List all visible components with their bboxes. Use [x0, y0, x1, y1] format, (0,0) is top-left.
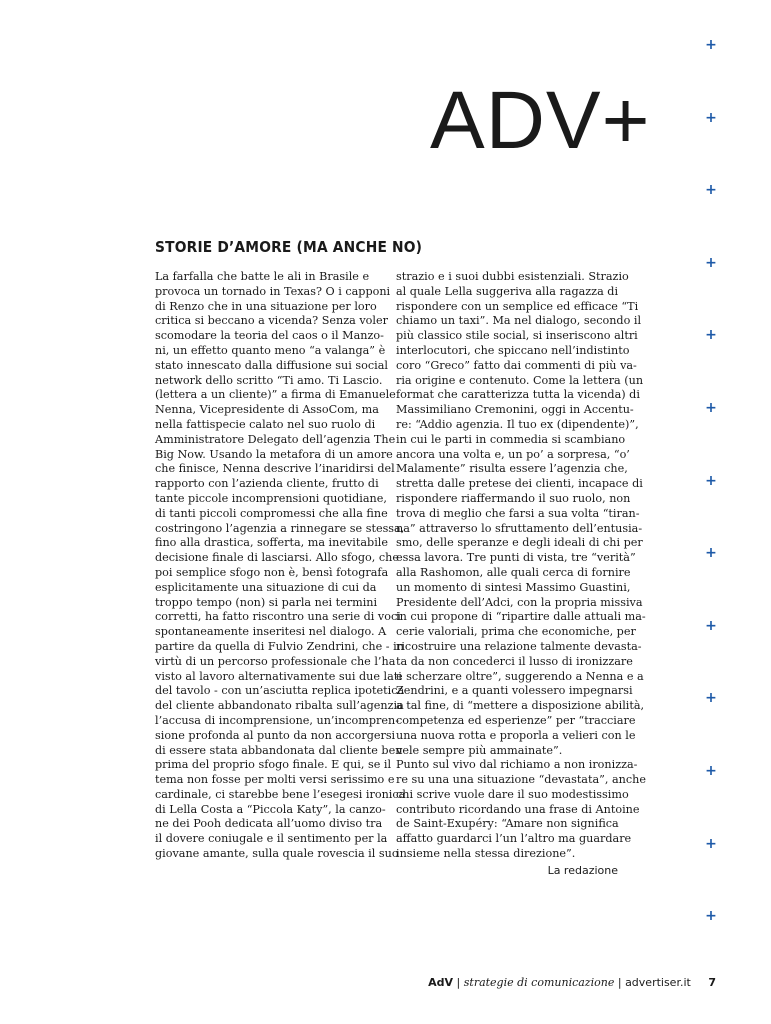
- text-line: tante piccole incomprensioni quotidiane,: [155, 491, 387, 505]
- text-line: del tavolo - con un’asciutta replica ipotetica: [155, 684, 405, 698]
- text-line: Zendrini, e a quanti volessero impegnarsi: [396, 684, 633, 698]
- text-line: interlocutori, che spiccano nell’indistinto: [396, 343, 630, 357]
- plus-icon: +: [705, 472, 717, 489]
- footer-brand: AdV: [428, 976, 454, 989]
- text-line: una nuova rotta e proporla a velieri con le: [396, 728, 636, 742]
- text-line: coro “Greco” fatto dai commenti di più va-: [396, 358, 637, 372]
- text-line: cardinale, ci starebbe bene l’esegesi ironica: [155, 787, 406, 801]
- plus-icon: +: [705, 254, 717, 271]
- text-line: affatto guardarci l’un l’altro ma guardare: [396, 832, 632, 846]
- text-line: na” attraverso lo sfruttamento dell’entusia-: [396, 521, 643, 535]
- text-line: giovane amante, sulla quale rovescia il suo: [155, 847, 399, 861]
- plus-icon: +: [705, 182, 717, 199]
- plus-icon: +: [705, 763, 717, 779]
- text-line: re su una una situazione “devastata”, anche: [396, 773, 646, 787]
- text-line: l’accusa di incomprensione, un’incompren-: [155, 713, 400, 727]
- text-line: stretta dalle pretese dei clienti, incapace di: [396, 477, 643, 491]
- text-line: di Lella Costa a “Piccola Katy”, la canzo-: [155, 802, 386, 816]
- article-headline: STORIE D’AMORE (MA ANCHE NO): [155, 238, 423, 256]
- text-line: competenza ed esperienze” per “tracciare: [396, 713, 636, 727]
- page-footer: [428, 976, 716, 989]
- text-line: il dovere coniugale e il sentimento per la: [155, 832, 388, 846]
- text-line: a tal fine, di “mettere a disposizione abilità,: [396, 699, 645, 713]
- text-line: chiamo un taxi”. Ma nel dialogo, secondo il: [396, 314, 642, 328]
- text-line: contributo ricordando una frase di Antoine: [396, 802, 640, 816]
- text-line: virtù di un percorso professionale che l’ha: [155, 654, 396, 668]
- footer-site: advertiser.it: [625, 976, 691, 989]
- text-line: ni, un effetto quanto meno “a valanga” è: [155, 343, 386, 357]
- footer-separator: |: [456, 976, 461, 989]
- text-line: costringono l’agenzia a rinnegare se stessa,: [155, 521, 405, 535]
- text-line: scomodare la teoria del caos o il Manzo-: [155, 329, 384, 343]
- text-line: visto al lavoro alternativamente sui due lati: [155, 669, 402, 683]
- plus-icon: +: [705, 400, 717, 416]
- text-line: partire da quella di Fulvio Zendrini, che - in: [155, 639, 404, 653]
- text-line: (lettera a un cliente)” a firma di Emanuele: [155, 388, 396, 402]
- text-line: insieme nella stessa direzione”.: [396, 847, 576, 861]
- text-line: ria origine e contenuto. Come la lettera (un: [396, 373, 644, 387]
- text-line: cerie valoriali, prima che economiche, per: [396, 625, 636, 639]
- plus-icon: +: [705, 908, 717, 925]
- text-line: troppo tempo (non) si parla nei termini: [155, 595, 378, 609]
- text-line: Punto sul vivo dal richiamo a non ironizza-: [396, 758, 638, 772]
- text-line: Nenna, Vicepresidente di AssoCom, ma: [155, 403, 379, 417]
- text-line: tema non fosse per molti versi serissimo e: [155, 773, 395, 787]
- text-line: stato innescato dalla diffusione sui social: [155, 358, 388, 372]
- plus-icon: +: [705, 327, 717, 344]
- footer-separator: |: [617, 976, 622, 989]
- text-line: chi scrive vuole dare il suo modestissimo: [396, 787, 629, 801]
- plus-icon: +: [705, 835, 717, 852]
- text-line: trova di meglio che farsi a sua volta “tiran-: [396, 506, 640, 520]
- text-line: prima del proprio sfogo finale. E qui, se il: [155, 758, 392, 772]
- text-line: Presidente dell’Adci, con la propria missiva: [396, 595, 643, 609]
- text-line: re: “Addio agenzia. Il tuo ex (dipendente)”,: [396, 417, 639, 431]
- text-line: Massimiliano Cremonini, oggi in Accentu-: [396, 403, 634, 417]
- text-line: poi semplice sfogo non è, bensì fotografa: [155, 565, 389, 579]
- text-line: smo, delle speranze e degli ideali di chi per: [396, 536, 643, 550]
- text-line: vele sempre più ammainate”.: [396, 743, 563, 757]
- text-line: Amministratore Delegato dell’agenzia The: [155, 432, 396, 446]
- plus-icon: +: [705, 617, 717, 634]
- text-line: La farfalla che batte le ali in Brasile e: [155, 270, 370, 283]
- text-line: ne dei Pooh dedicata all’uomo diviso tra: [155, 817, 383, 831]
- text-line: in cui propone di “ripartire dalle attuali ma-: [396, 610, 646, 624]
- text-line: al quale Lella suggeriva alla ragazza di: [396, 284, 619, 298]
- article-signature: La redazione: [547, 864, 618, 877]
- plus-icon: +: [705, 690, 717, 707]
- plus-icon: +: [705, 37, 717, 53]
- page-number: 7: [708, 976, 716, 989]
- text-line: essa lavora. Tre punti di vista, tre “verità”: [396, 551, 636, 565]
- text-line: in cui le parti in commedia si scambiano: [396, 432, 626, 446]
- text-line: del cliente abbandonato ribalta sull’agenzia: [155, 699, 404, 713]
- text-line: provoca un tornado in Texas? O i capponi: [155, 284, 391, 298]
- text-line: critica si beccano a vicenda? Senza voler: [155, 314, 388, 328]
- text-line: format che caratterizza tutta la vicenda) di: [396, 388, 640, 402]
- text-line: ricostruire una relazione talmente devasta-: [396, 639, 642, 653]
- text-line: esplicitamente una situazione di cui da: [155, 580, 377, 594]
- text-line: e scherzare oltre”, suggerendo a Nenna e a: [396, 669, 644, 683]
- text-line: di Renzo che in una situazione per loro: [155, 299, 377, 313]
- text-line: rispondere con un semplice ed efficace “Ti: [396, 299, 639, 313]
- text-line: corretti, ha fatto riscontro una serie di voci: [155, 610, 401, 624]
- text-line: rapporto con l’azienda cliente, frutto di: [155, 477, 379, 491]
- magazine-logo: ADV+: [430, 75, 651, 166]
- text-line: alla Rashomon, alle quali cerca di fornire: [396, 565, 631, 579]
- text-line: strazio e i suoi dubbi esistenziali. Strazio: [396, 270, 629, 283]
- article-column-right: [396, 270, 646, 862]
- text-line: Big Now. Usando la metafora di un amore: [155, 447, 393, 461]
- text-line: di tanti piccoli compromessi che alla fine: [155, 506, 388, 520]
- text-line: fino alla drastica, sofferta, ma inevitabile: [155, 536, 388, 550]
- text-line: ancora una volta e, un po’ a sorpresa, “o’: [396, 447, 630, 461]
- text-line: nella fattispecie calato nel suo ruolo di: [155, 417, 376, 431]
- text-line: spontaneamente inseritesi nel dialogo. A: [155, 625, 387, 639]
- text-line: di essere stata abbandonata dal cliente ben: [155, 743, 403, 757]
- text-line: Malamente” risulta essere l’agenzia che,: [396, 462, 628, 476]
- plus-icon: +: [705, 109, 717, 126]
- footer-tagline: strategie di comunicazione: [463, 976, 615, 989]
- text-line: ta da non concederci il lusso di ironizzare: [396, 654, 633, 668]
- text-line: sione profonda al punto da non accorgersi: [155, 728, 396, 742]
- text-line: network dello scritto “Ti amo. Ti Lascio.: [155, 373, 383, 387]
- text-line: decisione finale di lasciarsi. Allo sfogo, che: [155, 551, 399, 565]
- article-column-left: [155, 270, 406, 862]
- text-line: de Saint-Exupéry: “Amare non significa: [396, 817, 619, 831]
- text-line: un momento di sintesi Massimo Guastini,: [396, 580, 631, 594]
- plus-icon: +: [705, 545, 717, 562]
- text-line: rispondere riaffermando il suo ruolo, non: [396, 491, 631, 505]
- text-line: che finisce, Nenna descrive l’inaridirsi del: [155, 462, 395, 476]
- text-line: più classico stile social, si inseriscono altri: [396, 329, 638, 343]
